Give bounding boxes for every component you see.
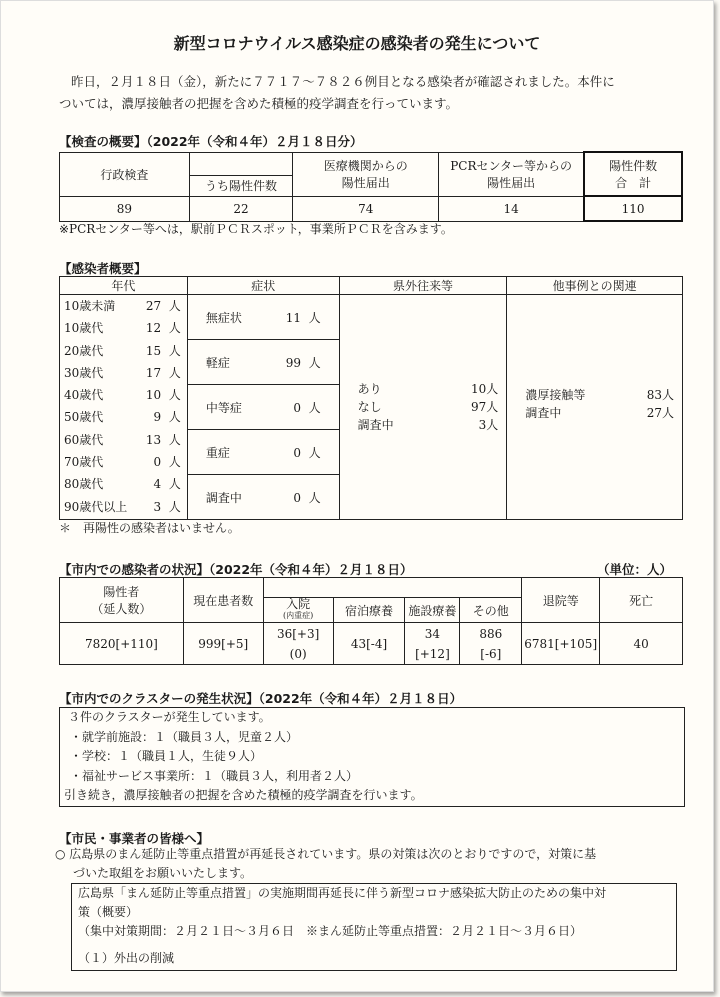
header-other: その他 <box>460 598 522 623</box>
citizens-line: ○ 広島県のまん延防止等重点措置が再延長されています。県の対策は次のとおりですので，対策に基 <box>55 847 597 861</box>
city-table <box>59 577 683 665</box>
intro-line-2: ついては，濃厚接触者の把握を含めた積極的疫学調査を行っています。 <box>59 96 459 111</box>
header-travel: 県外往来等 <box>339 277 507 295</box>
measures-line: （集中対策期間：２月２１日～３月６日 ※まん延防止等重点措置：２月２１日～３月６日） <box>78 924 583 938</box>
header-admin-test: 行政検査 <box>60 152 190 196</box>
cluster-box <box>59 707 685 807</box>
age-list <box>60 295 188 520</box>
age-row: 10歳未満 27 人 <box>64 299 181 313</box>
inspection-heading: 【検査の概要】（2022年（令和４年）２月１８日分） <box>59 134 363 149</box>
header-hotel: 宿泊療養 <box>333 598 405 623</box>
age-row: 10歳代 12 人 <box>64 321 181 336</box>
header-facility: 施設療養 <box>405 598 460 623</box>
value-death: 40 <box>600 623 683 665</box>
header-current: 現在患者数 <box>183 578 263 623</box>
symptom-row: 無症状 11 人 <box>188 295 339 340</box>
age-row: 30歳代 17 人 <box>64 365 181 380</box>
header-positive-count: うち陽性件数 <box>189 175 293 196</box>
measures-line: 策（概要） <box>78 905 139 919</box>
cluster-line: ・学校：１（職員１人，生徒９人） <box>70 749 263 763</box>
inspection-table <box>59 151 683 222</box>
value-admin-test: 89 <box>60 196 190 221</box>
overview-table <box>59 276 683 520</box>
symptom-list <box>187 295 339 520</box>
value-hospital: 36[+3] (0) <box>263 623 333 665</box>
age-row: 20歳代 15 人 <box>64 343 181 358</box>
age-row: 80歳代 4 人 <box>64 477 181 492</box>
cluster-line: ・福祉サービス事業所：１（職員３人，利用者２人） <box>70 768 359 783</box>
header-hospital: 入院 (内重症) <box>263 598 333 623</box>
relation-row: 濃厚接触等 83人 <box>525 388 674 402</box>
measures-box <box>71 883 677 971</box>
header-relation: 他事例との関連 <box>507 277 683 295</box>
value-positive-count: 22 <box>189 196 293 221</box>
cluster-heading: 【市内でのクラスターの発生状況】（2022年（令和４年）２月１８日） <box>59 691 463 706</box>
measures-line: 広島県「まん延防止等重点措置」の実施期間再延長に伴う新型コロナ感染拡大防止のための集中対 <box>78 886 607 900</box>
value-hotel: 43[-4] <box>333 623 405 665</box>
age-row: 90歳代以上 3 人 <box>64 499 181 514</box>
symptom-row: 調査中 0 人 <box>205 490 321 505</box>
cluster-line: ３件のクラスターが発生しています。 <box>68 710 271 724</box>
age-row: 70歳代 0 人 <box>64 455 181 470</box>
header-pcr-report: PCRセンター等からの 陽性届出 <box>439 152 585 196</box>
overview-note: ＊ 再陽性の感染者はいません。 <box>59 521 240 535</box>
cluster-line: 引き続き，濃厚接触者の把握を含めた積極的疫学調査を行います。 <box>64 788 423 802</box>
header-medical-report: 医療機関からの 陽性届出 <box>293 152 439 196</box>
travel-list <box>339 295 507 520</box>
value-total-positive: 110 <box>584 196 682 221</box>
relation-list <box>507 295 683 520</box>
citizens-item <box>55 845 695 883</box>
header-age: 年代 <box>60 277 188 295</box>
header-symptom: 症状 <box>187 277 339 295</box>
city-heading: 【市内での感染者の状況】（2022年（令和４年）２月１８日） <box>59 562 413 577</box>
value-positive: 7820[+110] <box>60 623 184 665</box>
relation-row: 調査中 27人 <box>525 406 674 420</box>
value-other: 886 [-6] <box>460 623 522 665</box>
age-row: 40歳代 10 人 <box>64 388 181 403</box>
travel-row: あり 10人 <box>357 382 499 396</box>
citizens-heading: 【市民・事業者の皆様へ】 <box>59 831 210 846</box>
header-positive: 陽性者 （延人数） <box>60 578 184 623</box>
page-title: 新型コロナウイルス感染症の感染者の発生について <box>173 34 541 53</box>
value-medical-report: 74 <box>293 196 439 221</box>
value-pcr-report: 14 <box>439 196 585 221</box>
measures-line: （１）外出の削減 <box>78 951 175 965</box>
overview-heading: 【感染者概要】 <box>59 261 147 276</box>
intro-paragraph <box>59 71 669 115</box>
header-total-positive: 陽性件数 合 計 <box>584 152 682 196</box>
value-discharged: 6781[+105] <box>522 623 600 665</box>
value-facility: 34 [+12] <box>405 623 460 665</box>
intro-line-1: 昨日，２月１８日（金），新たに７７１７～７８２６例目となる感染者が確認されました。本件に <box>71 74 615 89</box>
age-row: 50歳代 9 人 <box>64 410 181 425</box>
symptom-row: 重症 0 人 <box>188 430 339 475</box>
symptom-row: 軽症 99 人 <box>188 340 339 385</box>
travel-row: 調査中 3人 <box>357 418 499 432</box>
symptom-row: 中等症 0 人 <box>188 385 339 430</box>
cluster-line: ・就学前施設：１（職員３人，児童２人） <box>70 729 299 744</box>
value-current: 999[+5] <box>183 623 263 665</box>
travel-row: なし 97人 <box>357 400 499 414</box>
age-row: 60歳代 13 人 <box>64 432 181 447</box>
header-death: 死亡 <box>600 578 683 623</box>
city-unit: （単位：人） <box>597 562 673 577</box>
citizens-line: づいた取組をお願いいたします。 <box>73 866 253 880</box>
inspection-note: ※PCRセンター等へは，駅前ＰＣＲスポット，事業所ＰＣＲを含みます。 <box>59 222 453 236</box>
header-discharged: 退院等 <box>522 578 600 623</box>
